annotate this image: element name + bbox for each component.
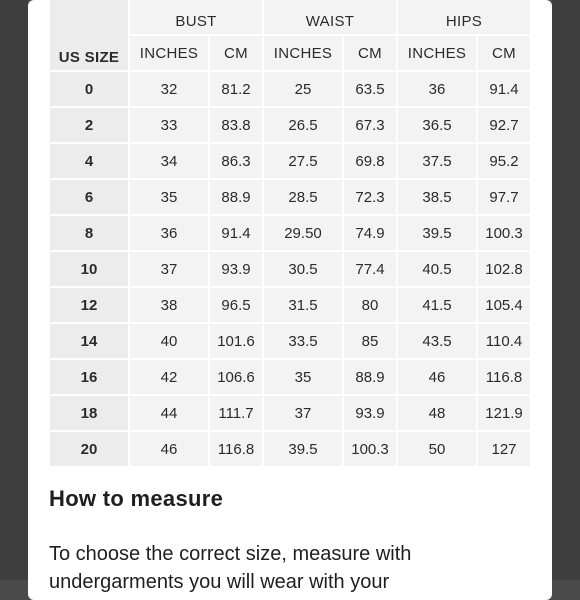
table-row bbox=[50, 324, 530, 358]
us-size-header: US SIZE bbox=[50, 0, 128, 70]
waist-inches-cell: 25 bbox=[264, 72, 342, 106]
hips-inches-cell: 38.5 bbox=[398, 180, 476, 214]
waist-inches-cell: 31.5 bbox=[264, 288, 342, 322]
bust-inches-cell: 38 bbox=[130, 288, 208, 322]
bust-inches-cell: 44 bbox=[130, 396, 208, 430]
hips-cm-cell: 121.9 bbox=[478, 396, 530, 430]
bust-cm-cell: 116.8 bbox=[210, 432, 262, 466]
size-cell: 14 bbox=[50, 324, 128, 358]
size-cell: 8 bbox=[50, 216, 128, 250]
hips-cm-cell: 110.4 bbox=[478, 324, 530, 358]
hips-inches-header: INCHES bbox=[398, 36, 476, 70]
waist-inches-cell: 39.5 bbox=[264, 432, 342, 466]
waist-inches-cell: 30.5 bbox=[264, 252, 342, 286]
waist-cm-cell: 77.4 bbox=[344, 252, 396, 286]
bust-cm-cell: 91.4 bbox=[210, 216, 262, 250]
size-cell: 0 bbox=[50, 72, 128, 106]
bust-inches-cell: 36 bbox=[130, 216, 208, 250]
waist-cm-cell: 80 bbox=[344, 288, 396, 322]
bust-cm-cell: 81.2 bbox=[210, 72, 262, 106]
hips-header: HIPS bbox=[398, 0, 530, 34]
waist-cm-cell: 88.9 bbox=[344, 360, 396, 394]
hips-cm-cell: 91.4 bbox=[478, 72, 530, 106]
table-row bbox=[50, 108, 530, 142]
table-row bbox=[50, 72, 530, 106]
waist-cm-cell: 67.3 bbox=[344, 108, 396, 142]
table-row bbox=[50, 396, 530, 430]
hips-cm-cell: 92.7 bbox=[478, 108, 530, 142]
bust-inches-header: INCHES bbox=[130, 36, 208, 70]
hips-inches-cell: 46 bbox=[398, 360, 476, 394]
waist-inches-cell: 29.50 bbox=[264, 216, 342, 250]
table-row bbox=[50, 216, 530, 250]
size-chart-table bbox=[48, 0, 532, 468]
size-cell: 18 bbox=[50, 396, 128, 430]
size-cell: 6 bbox=[50, 180, 128, 214]
backdrop-right bbox=[552, 0, 580, 580]
size-cell: 10 bbox=[50, 252, 128, 286]
bust-cm-cell: 88.9 bbox=[210, 180, 262, 214]
hips-cm-cell: 105.4 bbox=[478, 288, 530, 322]
waist-cm-cell: 100.3 bbox=[344, 432, 396, 466]
size-cell: 2 bbox=[50, 108, 128, 142]
hips-inches-cell: 37.5 bbox=[398, 144, 476, 178]
bust-cm-cell: 83.8 bbox=[210, 108, 262, 142]
waist-cm-cell: 93.9 bbox=[344, 396, 396, 430]
bust-inches-cell: 35 bbox=[130, 180, 208, 214]
size-cell: 20 bbox=[50, 432, 128, 466]
waist-cm-cell: 63.5 bbox=[344, 72, 396, 106]
waist-inches-cell: 35 bbox=[264, 360, 342, 394]
hips-cm-cell: 100.3 bbox=[478, 216, 530, 250]
bust-inches-cell: 32 bbox=[130, 72, 208, 106]
size-rows bbox=[50, 72, 530, 466]
size-cell: 4 bbox=[50, 144, 128, 178]
hips-inches-cell: 39.5 bbox=[398, 216, 476, 250]
waist-inches-cell: 37 bbox=[264, 396, 342, 430]
hips-inches-cell: 40.5 bbox=[398, 252, 476, 286]
hips-cm-cell: 97.7 bbox=[478, 180, 530, 214]
waist-header: WAIST bbox=[264, 0, 396, 34]
waist-inches-header: INCHES bbox=[264, 36, 342, 70]
hips-cm-header: CM bbox=[478, 36, 530, 70]
bust-cm-cell: 96.5 bbox=[210, 288, 262, 322]
hips-inches-cell: 36 bbox=[398, 72, 476, 106]
how-to-measure-text: To choose the correct size, measure with undergarments you will wear with your bbox=[49, 543, 412, 593]
bust-inches-cell: 40 bbox=[130, 324, 208, 358]
waist-cm-cell: 72.3 bbox=[344, 180, 396, 214]
table-row bbox=[50, 288, 530, 322]
bust-cm-cell: 111.7 bbox=[210, 396, 262, 430]
size-chart-modal bbox=[28, 0, 552, 600]
table-row bbox=[50, 432, 530, 466]
bust-inches-cell: 37 bbox=[130, 252, 208, 286]
table-row bbox=[50, 180, 530, 214]
bust-inches-cell: 42 bbox=[130, 360, 208, 394]
waist-cm-cell: 74.9 bbox=[344, 216, 396, 250]
hips-cm-cell: 102.8 bbox=[478, 252, 530, 286]
waist-inches-cell: 33.5 bbox=[264, 324, 342, 358]
bust-inches-cell: 46 bbox=[130, 432, 208, 466]
waist-cm-cell: 69.8 bbox=[344, 144, 396, 178]
table-row bbox=[50, 252, 530, 286]
table-row bbox=[50, 144, 530, 178]
bust-cm-cell: 93.9 bbox=[210, 252, 262, 286]
bust-inches-cell: 34 bbox=[130, 144, 208, 178]
hips-inches-cell: 41.5 bbox=[398, 288, 476, 322]
bust-cm-cell: 101.6 bbox=[210, 324, 262, 358]
hips-cm-cell: 127 bbox=[478, 432, 530, 466]
bust-cm-header: CM bbox=[210, 36, 262, 70]
backdrop-left bbox=[0, 0, 28, 580]
table-row bbox=[50, 360, 530, 394]
hips-inches-cell: 43.5 bbox=[398, 324, 476, 358]
hips-inches-cell: 50 bbox=[398, 432, 476, 466]
waist-inches-cell: 27.5 bbox=[264, 144, 342, 178]
waist-cm-cell: 85 bbox=[344, 324, 396, 358]
hips-cm-cell: 116.8 bbox=[478, 360, 530, 394]
how-to-measure-heading: How to measure bbox=[49, 486, 224, 511]
bust-header: BUST bbox=[130, 0, 262, 34]
size-cell: 12 bbox=[50, 288, 128, 322]
hips-inches-cell: 36.5 bbox=[398, 108, 476, 142]
size-cell: 16 bbox=[50, 360, 128, 394]
waist-cm-header: CM bbox=[344, 36, 396, 70]
waist-inches-cell: 28.5 bbox=[264, 180, 342, 214]
bust-cm-cell: 86.3 bbox=[210, 144, 262, 178]
hips-inches-cell: 48 bbox=[398, 396, 476, 430]
waist-inches-cell: 26.5 bbox=[264, 108, 342, 142]
bust-inches-cell: 33 bbox=[130, 108, 208, 142]
bust-cm-cell: 106.6 bbox=[210, 360, 262, 394]
hips-cm-cell: 95.2 bbox=[478, 144, 530, 178]
